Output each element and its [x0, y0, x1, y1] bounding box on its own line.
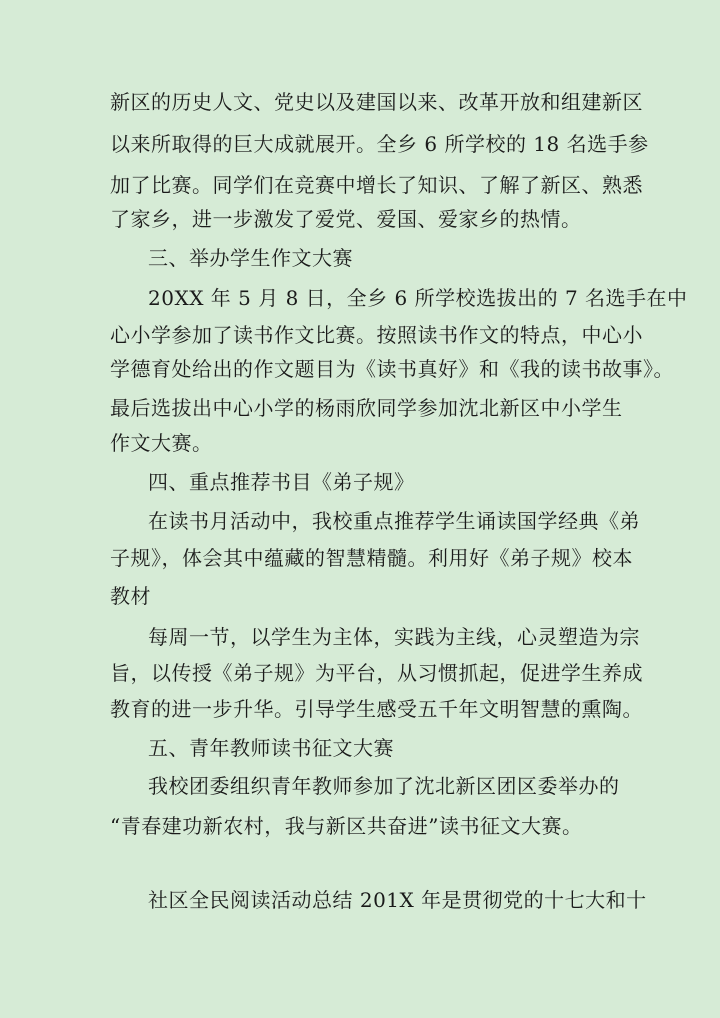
text-line: 心小学参加了读书作文比赛。按照读书作文的特点，中心小: [110, 323, 643, 347]
text-line: 旨，以传授《弟子规》为平台，从习惯抓起，促进学生养成: [110, 661, 643, 685]
text-line: 每周一节，以学生为主体，实践为主线，心灵塑造为宗: [148, 625, 640, 649]
text-line: 新区的历史人文、党史以及建国以来、改革开放和组建新区: [110, 90, 643, 114]
text-line: 最后选拔出中心小学的杨雨欣同学参加沈北新区中小学生: [110, 396, 623, 420]
text-line: 我校团委组织青年教师参加了沈北新区团区委举办的: [148, 774, 620, 798]
text-line: 教育的进一步升华。引导学生感受五千年文明智慧的熏陶。: [110, 697, 643, 721]
text-line: “青春建功新农村，我与新区共奋进”读书征文大赛。: [110, 814, 583, 838]
text-line: 社区全民阅读活动总结 201X 年是贯彻党的十七大和十: [148, 888, 647, 912]
section-heading: 四、重点推荐书目《弟子规》: [148, 470, 415, 494]
text-line: 教材: [110, 584, 151, 608]
text-line: 了家乡，进一步激发了爱党、爱国、爱家乡的热情。: [110, 207, 582, 231]
text-line: 子规》，体会其中蕴藏的智慧精髓。利用好《弟子规》校本: [110, 546, 633, 570]
text-line: 20XX 年 5 月 8 日，全乡 6 所学校选拔出的 7 名选手在中: [148, 286, 688, 310]
section-heading: 三、举办学生作文大赛: [148, 246, 353, 270]
section-heading: 五、青年教师读书征文大赛: [148, 736, 394, 760]
text-line: 以来所取得的巨大成就展开。全乡 6 所学校的 18 名选手参: [110, 132, 649, 156]
text-line: 加了比赛。同学们在竞赛中增长了知识、了解了新区、熟悉: [110, 173, 643, 197]
text-line: 作文大赛。: [110, 431, 213, 455]
text-line: 在读书月活动中，我校重点推荐学生诵读国学经典《弟: [148, 509, 640, 533]
text-line: 学德育处给出的作文题目为《读书真好》和《我的读书故事》。: [110, 357, 674, 381]
